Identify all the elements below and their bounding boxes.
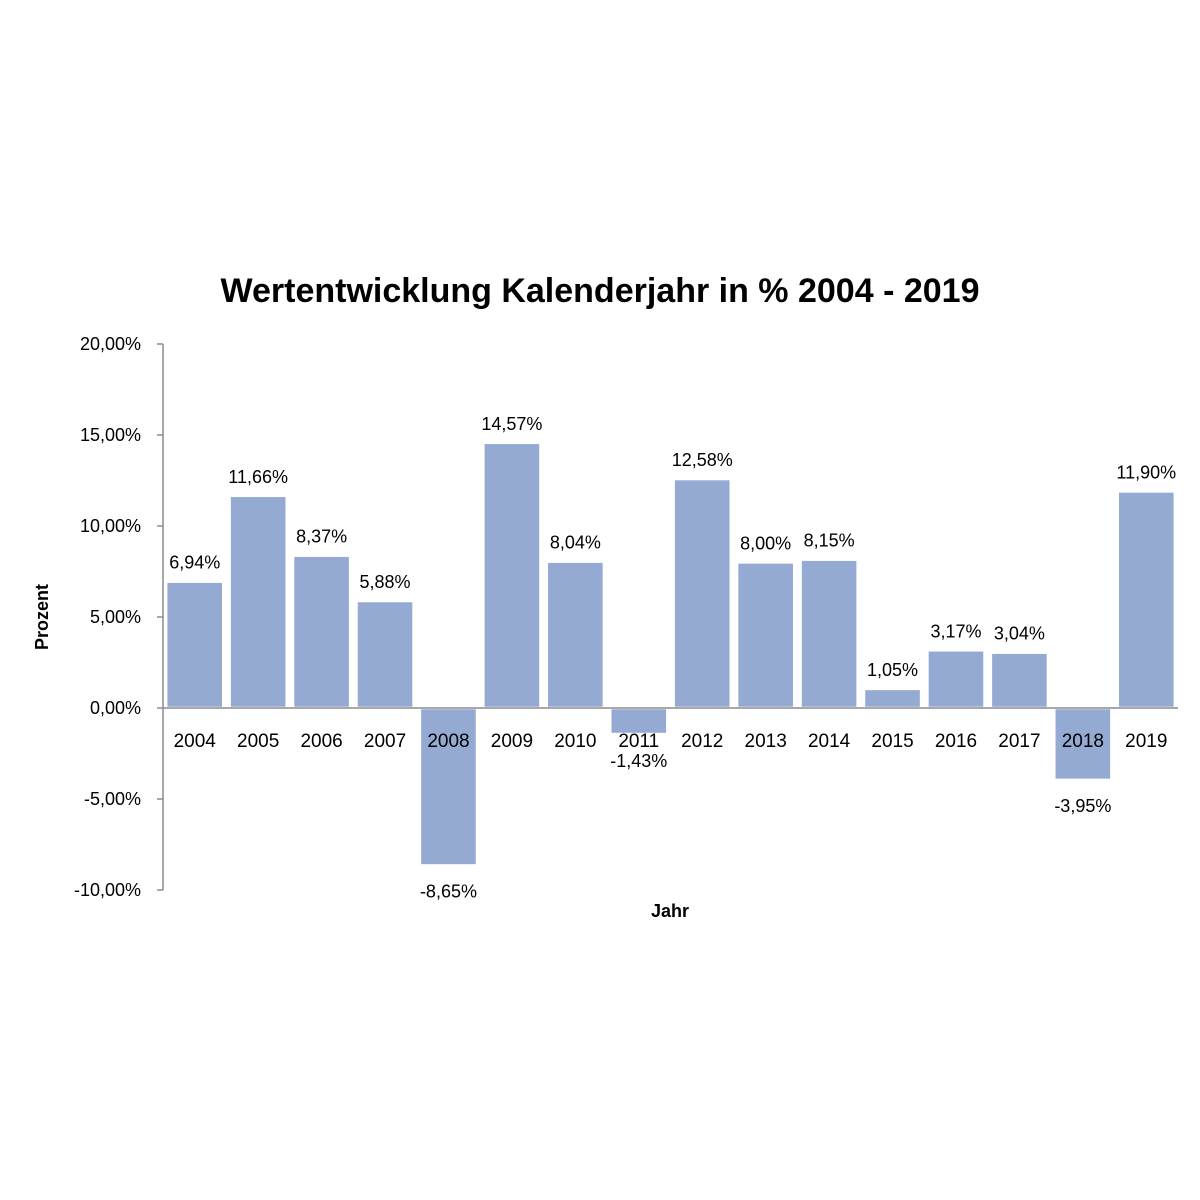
x-tick-label: 2009 (490, 731, 534, 752)
x-tick-label: 2008 (427, 731, 470, 752)
x-axis (163, 708, 1178, 752)
x-tick-label: 2012 (681, 731, 724, 752)
y-tick-label: 0,00% (89, 698, 141, 718)
x-tick-label: 2019 (1125, 731, 1168, 752)
x-tick-label: 2015 (871, 731, 914, 752)
data-label: -3,95% (1054, 795, 1112, 816)
y-tick-label: -5,00% (83, 789, 141, 809)
x-axis-title: Jahr (650, 901, 690, 921)
y-tick-label: 5,00% (89, 607, 141, 627)
data-label: 8,00% (740, 533, 792, 554)
data-label: 14,57% (481, 413, 543, 434)
data-label: 3,04% (993, 623, 1045, 644)
x-tick-label: 2014 (807, 731, 851, 752)
chart-title: Wertentwicklung Kalenderjahr in % 2004 - 2019 (220, 272, 980, 310)
y-axis-title: Prozent (32, 583, 52, 651)
bar (356, 601, 413, 708)
data-label: 3,17% (930, 621, 982, 642)
x-tick-label: 2004 (173, 731, 216, 752)
x-tick-label: 2006 (300, 731, 343, 752)
bar (927, 650, 984, 708)
bar (293, 556, 350, 708)
data-label: 5,88% (359, 571, 411, 592)
bar (547, 562, 604, 708)
x-tick-label: 2007 (363, 731, 407, 752)
x-tick-label: 2018 (1061, 731, 1104, 752)
x-tick-label: 2010 (554, 731, 597, 752)
data-label: 8,15% (803, 530, 855, 551)
data-label: 11,66% (228, 466, 289, 487)
y-tick-label: 15,00% (79, 425, 141, 445)
x-tick-label: 2016 (934, 731, 978, 752)
y-tick-label: 20,00% (79, 334, 141, 354)
bar (801, 560, 858, 708)
bar (864, 689, 921, 708)
bar (737, 562, 794, 708)
bar (674, 479, 731, 708)
data-label: 8,04% (549, 532, 601, 553)
x-tick-label: 2011 (618, 731, 660, 752)
bars (166, 443, 1175, 866)
y-axis (74, 334, 163, 900)
bar (230, 496, 287, 708)
data-label: -1,43% (610, 751, 668, 771)
x-tick-label: 2005 (237, 731, 280, 752)
bar (1118, 491, 1175, 708)
data-label: 8,37% (296, 526, 348, 547)
data-label: 12,58% (671, 450, 733, 471)
data-label: -8,65% (419, 881, 477, 902)
x-tick-label: 2017 (998, 731, 1041, 752)
bar (166, 582, 223, 708)
data-label: 11,90% (1116, 462, 1177, 483)
bar (483, 443, 540, 708)
data-label: 1,05% (867, 659, 919, 680)
x-tick-label: 2013 (744, 731, 787, 752)
y-tick-label: 10,00% (79, 516, 141, 536)
y-tick-label: -10,00% (73, 880, 141, 900)
data-label: 6,94% (169, 552, 221, 573)
bar (991, 653, 1048, 708)
